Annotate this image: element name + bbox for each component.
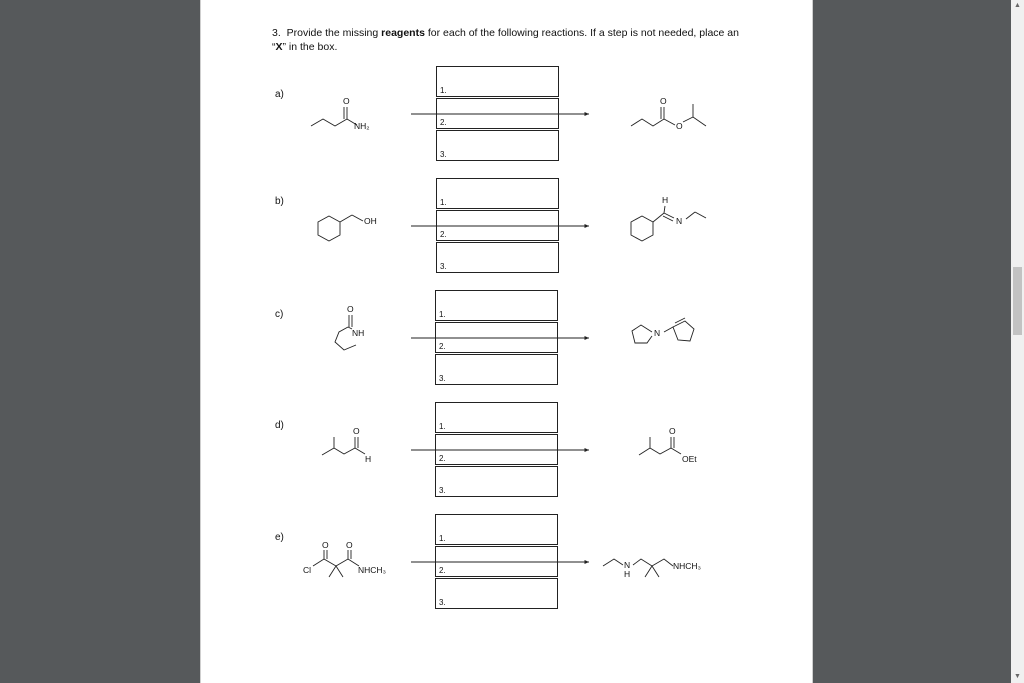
part-label-d: d) <box>275 420 284 431</box>
part-label-a: a) <box>275 89 284 100</box>
molecule-b-product <box>631 206 706 241</box>
scrollbar-thumb[interactable] <box>1013 267 1022 335</box>
reagent-box-a-1[interactable]: 1. <box>436 66 559 97</box>
atom-e-cl: Cl <box>303 565 312 575</box>
molecule-d-start <box>322 437 365 455</box>
document-page <box>200 0 813 683</box>
reagent-box-a-2[interactable]: 2. <box>436 98 559 129</box>
part-label-b: b) <box>275 196 284 207</box>
reagent-box-e-3[interactable]: 3. <box>435 578 558 609</box>
atom-labels <box>303 96 701 579</box>
atom-b-prod-h: H <box>662 195 669 205</box>
part-label-e: e) <box>275 532 284 543</box>
vertical-scrollbar[interactable] <box>1011 0 1024 683</box>
molecule-e-start <box>313 550 359 577</box>
molecule-a-product <box>631 104 706 126</box>
atom-c-o: O <box>347 304 354 314</box>
atom-a-o: O <box>343 96 350 106</box>
reagent-box-c-2[interactable]: 2. <box>435 322 558 353</box>
scroll-up-icon[interactable]: ▲ <box>1014 2 1021 9</box>
atom-e-prod-n: N <box>624 560 631 570</box>
atom-d-h: H <box>365 454 372 464</box>
part-label-c: c) <box>275 309 284 320</box>
reagent-box-e-2[interactable]: 2. <box>435 546 558 577</box>
reagent-box-d-2[interactable]: 2. <box>435 434 558 465</box>
atom-c-nh: NH <box>352 328 365 338</box>
atom-b-oh: OH <box>364 216 377 226</box>
atom-d-prod-oet: OEt <box>682 454 697 464</box>
reagent-box-e-1[interactable]: 1. <box>435 514 558 545</box>
reagent-box-d-1[interactable]: 1. <box>435 402 558 433</box>
molecule-d-product <box>639 437 681 455</box>
structures-layer <box>201 0 812 683</box>
atom-e-nhch3: NHCH₃ <box>358 565 387 575</box>
atom-a-nh2: NH₂ <box>354 121 370 131</box>
atom-e-o2: O <box>346 540 353 550</box>
reagent-box-b-2[interactable]: 2. <box>436 210 559 241</box>
atom-a-prod-o1: O <box>660 96 667 106</box>
atom-e-prod-h: H <box>624 569 631 579</box>
reagent-box-b-1[interactable]: 1. <box>436 178 559 209</box>
molecule-a-start <box>311 107 357 126</box>
question-text: 3. Provide the missing reagents for each of the following reactions. If a step is not needed, place an “X” in the box. <box>272 27 739 53</box>
atom-c-prod-n: N <box>654 328 661 338</box>
atom-a-prod-o2: O <box>676 121 683 131</box>
scroll-down-icon[interactable]: ▼ <box>1014 673 1021 680</box>
atom-e-prod-nhch3: NHCH₃ <box>673 561 702 571</box>
reagent-box-a-3[interactable]: 3. <box>436 130 559 161</box>
reagent-box-d-3[interactable]: 3. <box>435 466 558 497</box>
reagent-box-c-3[interactable]: 3. <box>435 354 558 385</box>
atom-d-o: O <box>353 426 360 436</box>
atom-b-prod-n: N <box>676 216 683 226</box>
atom-e-o1: O <box>322 540 329 550</box>
molecule-b-start <box>318 215 363 241</box>
molecule-e-product <box>603 559 673 577</box>
reagent-box-b-3[interactable]: 3. <box>436 242 559 273</box>
reagent-box-c-1[interactable]: 1. <box>435 290 558 321</box>
molecule-c-product <box>632 318 694 343</box>
atom-d-prod-o: O <box>669 426 676 436</box>
